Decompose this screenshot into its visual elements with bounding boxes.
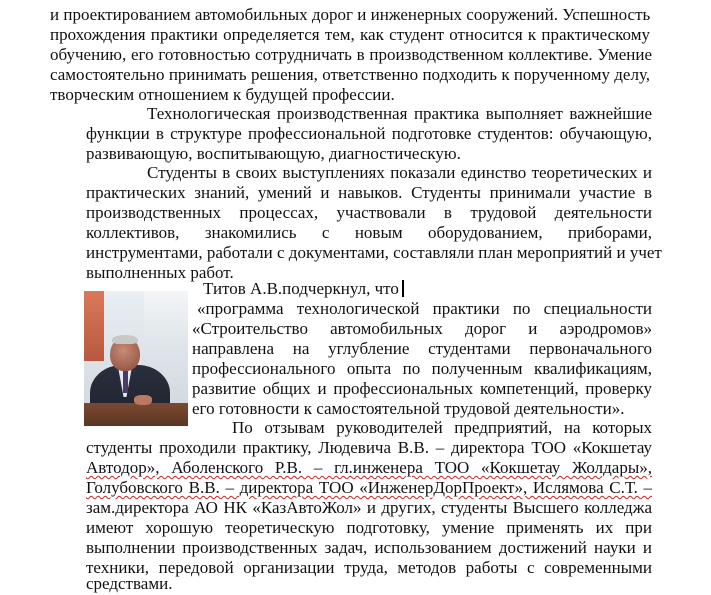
text-line: его готовности к самостоятельной трудовой деятельности». xyxy=(192,399,625,418)
text-line: выполненных работ. xyxy=(86,263,234,282)
text-line: студенты проходили практику, Людевича В.В. – директора ТОО «Кокшетау xyxy=(86,438,652,457)
text-line: Технологическая производственная практика выполняет важнейшие xyxy=(147,104,652,123)
text-line: творческим отношением к будущей профессии. xyxy=(50,85,395,104)
text-line: Автодор», Аболенского Р.В. – гл.инженера ТОО «Кокшетау Жолдары», xyxy=(86,458,652,477)
text-line: средствами. xyxy=(86,574,173,593)
text-line-content: Титов А.В.подчеркнул, что xyxy=(203,279,399,298)
text-line: «программа технологической практики по специальности xyxy=(197,299,652,318)
text-line: Голубовского В.В. – директора ТОО «ИнженерДорПроект», Ислямова С.Т. – xyxy=(86,478,652,497)
text-line: функции в структуре профессиональной подготовке студентов: обучающую, xyxy=(86,124,652,143)
text-line: развитие общих и профессиональных компетенций, проверку xyxy=(192,379,652,398)
text-line: техники, передовой организации труда, методов работы с современными xyxy=(86,558,652,577)
text-line: выполнении производственных задач, использованием достижений науки и xyxy=(86,538,652,557)
text-line: «Строительство автомобильных дорог и аэродромов» xyxy=(192,319,652,338)
text-line xyxy=(203,279,404,299)
text-line: По отзывам руководителей предприятий, на которых xyxy=(232,418,652,437)
text-line: обучению, его готовностью сотрудничать в производственном коллективе. Умение xyxy=(50,45,652,64)
text-line: профессионального опыта по полученным квалификациям, xyxy=(192,359,652,378)
text-line: практических знаний, умений и навыков. Студенты принимали участие в xyxy=(86,183,652,202)
text-line: зам.директора АО НК «КазАвтоЖол» и других, студенты Высшего колледжа xyxy=(86,498,652,517)
text-line: прохождения практики определяется тем, как студент относится к практическому xyxy=(50,25,650,44)
text-line: развивающую, воспитывающую, диагностическую. xyxy=(86,144,461,163)
text-cursor xyxy=(402,280,404,297)
text-line: Студенты в своих выступлениях показали единство теоретических и xyxy=(147,163,652,182)
text-line: направлена на углубление студентами первоначального xyxy=(192,339,652,358)
speaker-photo xyxy=(84,291,188,426)
text-line: коллективов, знакомились с новым оборудованием, приборами, xyxy=(86,223,652,242)
text-line: и проектированием автомобильных дорог и инженерных сооружений. Успешность xyxy=(50,5,651,24)
text-line: имеют хорошую теоретическую подготовку, умение применять их при xyxy=(86,518,652,537)
text-line: самостоятельно принимать решения, ответственно подходить к порученному делу, xyxy=(50,65,650,84)
text-line: производственных процессах, участвовали в трудовой деятельности xyxy=(86,203,652,222)
text-line: инструментами, работали с документами, составляли план мероприятий и учет xyxy=(86,243,662,262)
